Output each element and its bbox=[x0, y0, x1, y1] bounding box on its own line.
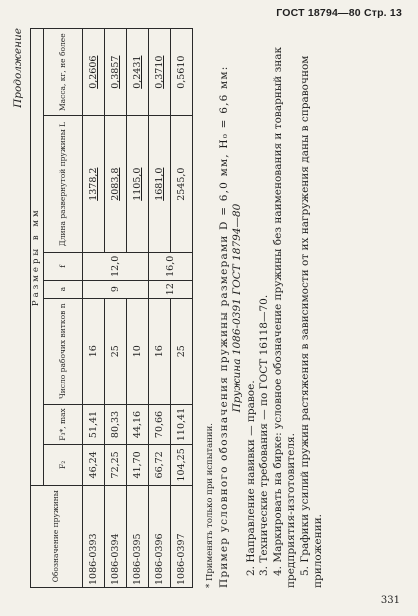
table-cell: 1378,2 bbox=[83, 116, 105, 253]
rotated-page-content bbox=[12, 28, 402, 588]
table-cell: 46,24 bbox=[83, 445, 105, 485]
continuation-label: Продолжение bbox=[12, 28, 24, 108]
spring-dimensions-table bbox=[30, 28, 193, 588]
table-cell: 10 bbox=[127, 298, 149, 404]
table-cell: 41,70 bbox=[127, 445, 149, 485]
page-number: 331 bbox=[380, 595, 400, 606]
table-cell: 1086-0393 bbox=[83, 485, 105, 587]
table-row bbox=[83, 29, 105, 588]
table-cell: 12 bbox=[149, 280, 193, 298]
table-cell: 25 bbox=[105, 298, 127, 404]
table-group-header: Размеры в мм bbox=[31, 29, 44, 486]
table-cell: 51,41 bbox=[83, 404, 105, 444]
column-header: Число рабочих витков n bbox=[44, 298, 83, 404]
table-cell: 72,25 bbox=[105, 445, 127, 485]
designation-sample: Пружина 1086-0391 ГОСТ 18794—80 bbox=[231, 203, 243, 413]
column-header: a bbox=[44, 280, 83, 298]
table-cell: 1086-0394 bbox=[105, 485, 127, 587]
table-cell: 16,0 bbox=[149, 253, 193, 281]
table-cell: 0,5610 bbox=[171, 29, 193, 116]
table-cell: 1681,0 bbox=[149, 116, 171, 253]
column-header: Масса, кг, не более bbox=[44, 29, 83, 116]
table-cell: 1086-0395 bbox=[127, 485, 149, 587]
table-cell: 1105,0 bbox=[127, 116, 149, 253]
table-cell: 110,41 bbox=[171, 404, 193, 444]
table-cell: 66,72 bbox=[149, 445, 171, 485]
column-header: F₂ bbox=[44, 445, 83, 485]
table-footnote: * Применять только при испытании. bbox=[205, 423, 215, 588]
table-cell: 70,66 bbox=[149, 404, 171, 444]
list-item: 2. Направление навивки — правое. bbox=[244, 380, 257, 576]
column-header: Длина развернутой пружины L bbox=[44, 116, 83, 253]
table-cell: 1086-0396 bbox=[149, 485, 171, 587]
table-cell: 1086-0397 bbox=[171, 485, 193, 587]
table-row bbox=[127, 29, 149, 588]
page-header: ГОСТ 18794—80 Стр. 13 bbox=[276, 7, 402, 19]
table-cell: 0,2606 bbox=[83, 29, 105, 116]
table-row bbox=[171, 29, 193, 588]
column-header: f bbox=[44, 253, 83, 281]
table-cell: 2083,8 bbox=[105, 116, 127, 253]
table-row bbox=[105, 29, 127, 588]
table-cell: 16 bbox=[83, 298, 105, 404]
table-cell: 44,16 bbox=[127, 404, 149, 444]
column-header: F₃*, max bbox=[44, 404, 83, 444]
list-item: 3. Технические требования — по ГОСТ 16118—70. bbox=[258, 294, 270, 576]
table-cell: 0,3710 bbox=[149, 29, 171, 116]
list-item: 5. Графики усилий пружин растяжения в зависимости от их нагружения даны в справочном приложении. bbox=[298, 55, 324, 588]
table-cell: 25 bbox=[171, 298, 193, 404]
list-item: 4. Маркировать на бирке: условное обозначение пружины без наименования и товарный знак предприятия-изготовителя. bbox=[271, 46, 297, 588]
table-cell: 12,0 bbox=[83, 253, 149, 281]
table-cell: 104,25 bbox=[171, 445, 193, 485]
table-row bbox=[149, 29, 171, 588]
table-cell: 0,2431 bbox=[127, 29, 149, 116]
table-cell: 80,33 bbox=[105, 404, 127, 444]
table-cell: 0,3857 bbox=[105, 29, 127, 116]
table-cell: 9 bbox=[83, 280, 149, 298]
column-header: Обозначение пружины bbox=[31, 485, 83, 587]
body-text bbox=[204, 28, 326, 588]
table-cell: 16 bbox=[149, 298, 171, 404]
designation-example: Пример условного обозначения пружины размерами D = 6,0 мм, H₀ = 6,6 мм: bbox=[217, 65, 230, 588]
table-cell: 2545,0 bbox=[171, 116, 193, 253]
